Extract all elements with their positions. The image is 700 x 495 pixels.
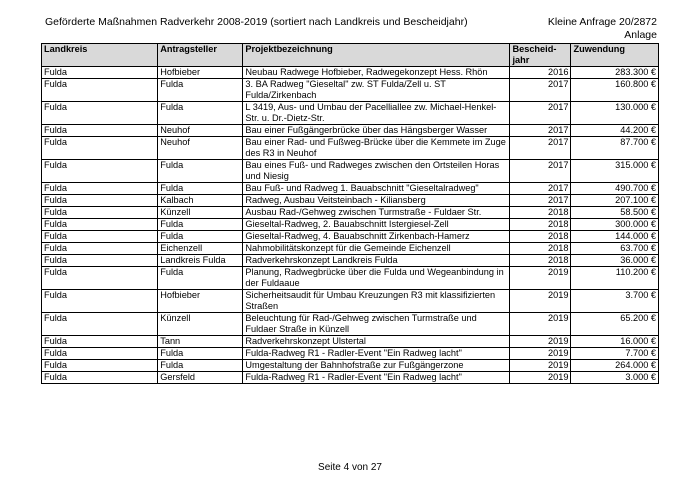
cell-landkreis: Fulda xyxy=(42,207,158,219)
cell-bescheidjahr: 2017 xyxy=(510,102,571,125)
cell-landkreis: Fulda xyxy=(42,267,158,290)
cell-antragsteller: Fulda xyxy=(158,360,243,372)
cell-zuwendung: 16.000 € xyxy=(571,336,659,348)
cell-bescheidjahr: 2018 xyxy=(510,207,571,219)
cell-projekt: Radweg, Ausbau Veitsteinbach - Kiliansberg xyxy=(243,195,510,207)
cell-zuwendung: 144.000 € xyxy=(571,231,659,243)
table-body xyxy=(42,67,659,384)
inquiry-number: Kleine Anfrage 20/2872 xyxy=(547,16,657,28)
cell-zuwendung: 44.200 € xyxy=(571,125,659,137)
table-row xyxy=(42,336,659,348)
cell-zuwendung: 110.200 € xyxy=(571,267,659,290)
cell-bescheidjahr: 2018 xyxy=(510,255,571,267)
cell-bescheidjahr: 2018 xyxy=(510,231,571,243)
table-header-row xyxy=(42,44,659,67)
cell-antragsteller: Landkreis Fulda xyxy=(158,255,243,267)
cell-antragsteller: Künzell xyxy=(158,207,243,219)
cell-landkreis: Fulda xyxy=(42,313,158,336)
table-row xyxy=(42,183,659,195)
table-row xyxy=(42,160,659,183)
column-header-zuwendung: Zuwendung xyxy=(571,44,659,67)
cell-antragsteller: Fulda xyxy=(158,79,243,102)
cell-antragsteller: Hofbieber xyxy=(158,290,243,313)
cell-projekt: Bau eines Fuß- und Radweges zwischen den Ortsteilen Horas und Niesig xyxy=(243,160,510,183)
cell-projekt: Sicherheitsaudit für Umbau Kreuzungen R3 mit klassifizierten Straßen xyxy=(243,290,510,313)
cell-zuwendung: 65.200 € xyxy=(571,313,659,336)
cell-zuwendung: 160.800 € xyxy=(571,79,659,102)
cell-zuwendung: 300.000 € xyxy=(571,219,659,231)
cell-bescheidjahr: 2017 xyxy=(510,160,571,183)
cell-bescheidjahr: 2017 xyxy=(510,79,571,102)
cell-zuwendung: 87.700 € xyxy=(571,137,659,160)
cell-antragsteller: Neuhof xyxy=(158,125,243,137)
cell-antragsteller: Gersfeld xyxy=(158,372,243,384)
cell-bescheidjahr: 2019 xyxy=(510,336,571,348)
cell-landkreis: Fulda xyxy=(42,231,158,243)
cell-zuwendung: 58.500 € xyxy=(571,207,659,219)
cell-bescheidjahr: 2019 xyxy=(510,267,571,290)
cell-antragsteller: Fulda xyxy=(158,183,243,195)
cell-antragsteller: Fulda xyxy=(158,219,243,231)
cell-landkreis: Fulda xyxy=(42,372,158,384)
cell-bescheidjahr: 2019 xyxy=(510,372,571,384)
column-header-projektbezeichnung: Projektbezeichnung xyxy=(243,44,510,67)
cell-zuwendung: 3.000 € xyxy=(571,372,659,384)
cell-landkreis: Fulda xyxy=(42,255,158,267)
cell-landkreis: Fulda xyxy=(42,219,158,231)
table-row xyxy=(42,67,659,79)
cell-projekt: Neubau Radwege Hofbieber, Radwegekonzept Hess. Rhön xyxy=(243,67,510,79)
table-row xyxy=(42,137,659,160)
document-reference xyxy=(548,16,657,42)
cell-bescheidjahr: 2019 xyxy=(510,290,571,313)
attachment-label: Anlage xyxy=(624,29,657,41)
cell-bescheidjahr: 2017 xyxy=(510,195,571,207)
cell-projekt: Radverkehrskonzept Landkreis Fulda xyxy=(243,255,510,267)
table-row xyxy=(42,372,659,384)
cell-projekt: Bau einer Fußgängerbrücke über das Hängsberger Wasser xyxy=(243,125,510,137)
cell-zuwendung: 7.700 € xyxy=(571,348,659,360)
cell-landkreis: Fulda xyxy=(42,183,158,195)
cell-projekt: Umgestaltung der Bahnhofstraße zur Fußgängerzone xyxy=(243,360,510,372)
cell-landkreis: Fulda xyxy=(42,160,158,183)
cell-projekt: Fulda-Radweg R1 - Radler-Event "Ein Radweg lacht" xyxy=(243,372,510,384)
cell-landkreis: Fulda xyxy=(42,137,158,160)
cell-zuwendung: 264.000 € xyxy=(571,360,659,372)
cell-zuwendung: 283.300 € xyxy=(571,67,659,79)
cell-bescheidjahr: 2018 xyxy=(510,219,571,231)
page-title: Geförderte Maßnahmen Radverkehr 2008-2019 (sortiert nach Landkreis und Bescheidjahr) xyxy=(45,16,468,28)
column-header-bescheidjahr: Bescheid-jahr xyxy=(510,44,571,67)
cell-bescheidjahr: 2019 xyxy=(510,313,571,336)
cell-projekt: L 3419, Aus- und Umbau der Pacelliallee zw. Michael-Henkel-Str. u. Dr.-Dietz-Str. xyxy=(243,102,510,125)
cell-projekt: Fulda-Radweg R1 - Radler-Event "Ein Radweg lacht" xyxy=(243,348,510,360)
cell-antragsteller: Kalbach xyxy=(158,195,243,207)
cell-antragsteller: Künzell xyxy=(158,313,243,336)
table-row xyxy=(42,207,659,219)
cell-landkreis: Fulda xyxy=(42,79,158,102)
cell-projekt: Gieseltal-Radweg, 2. Bauabschnitt Istergiesel-Zell xyxy=(243,219,510,231)
table-row xyxy=(42,102,659,125)
cell-bescheidjahr: 2019 xyxy=(510,348,571,360)
table-row xyxy=(42,360,659,372)
cell-projekt: 3. BA Radweg "Gieseltal" zw. ST Fulda/Zell u. ST Fulda/Zirkenbach xyxy=(243,79,510,102)
cell-projekt: Radverkehrskonzept Ulstertal xyxy=(243,336,510,348)
cell-projekt: Nahmobilitätskonzept für die Gemeinde Eichenzell xyxy=(243,243,510,255)
cell-landkreis: Fulda xyxy=(42,195,158,207)
cell-antragsteller: Fulda xyxy=(158,160,243,183)
cell-zuwendung: 3.700 € xyxy=(571,290,659,313)
cell-landkreis: Fulda xyxy=(42,102,158,125)
table-row xyxy=(42,243,659,255)
cell-antragsteller: Neuhof xyxy=(158,137,243,160)
column-header-antragsteller: Antragsteller xyxy=(158,44,243,67)
cell-zuwendung: 63.700 € xyxy=(571,243,659,255)
cell-antragsteller: Tann xyxy=(158,336,243,348)
cell-landkreis: Fulda xyxy=(42,360,158,372)
cell-landkreis: Fulda xyxy=(42,125,158,137)
cell-projekt: Bau einer Rad- und Fußweg-Brücke über die Kemmete im Zuge des R3 in Neuhof xyxy=(243,137,510,160)
table-row xyxy=(42,195,659,207)
funding-table xyxy=(41,43,659,384)
cell-bescheidjahr: 2017 xyxy=(510,125,571,137)
cell-bescheidjahr: 2018 xyxy=(510,243,571,255)
cell-zuwendung: 490.700 € xyxy=(571,183,659,195)
table-row xyxy=(42,231,659,243)
cell-antragsteller: Fulda xyxy=(158,231,243,243)
cell-landkreis: Fulda xyxy=(42,290,158,313)
cell-landkreis: Fulda xyxy=(42,348,158,360)
table-row xyxy=(42,79,659,102)
page-number: Seite 4 von 27 xyxy=(318,462,382,473)
cell-antragsteller: Hofbieber xyxy=(158,67,243,79)
cell-projekt: Beleuchtung für Rad-/Gehweg zwischen Turmstraße und Fuldaer Straße in Künzell xyxy=(243,313,510,336)
cell-antragsteller: Fulda xyxy=(158,348,243,360)
cell-bescheidjahr: 2017 xyxy=(510,137,571,160)
cell-antragsteller: Fulda xyxy=(158,267,243,290)
cell-bescheidjahr: 2016 xyxy=(510,67,571,79)
cell-projekt: Bau Fuß- und Radweg 1. Bauabschnitt "Gieseltalradweg" xyxy=(243,183,510,195)
cell-projekt: Planung, Radwegbrücke über die Fulda und Wegeanbindung in der Fuldaaue xyxy=(243,267,510,290)
table-row xyxy=(42,290,659,313)
cell-bescheidjahr: 2017 xyxy=(510,183,571,195)
table-row xyxy=(42,219,659,231)
column-header-landkreis: Landkreis xyxy=(42,44,158,67)
cell-landkreis: Fulda xyxy=(42,336,158,348)
table-row xyxy=(42,348,659,360)
cell-antragsteller: Eichenzell xyxy=(158,243,243,255)
cell-zuwendung: 130.000 € xyxy=(571,102,659,125)
cell-zuwendung: 207.100 € xyxy=(571,195,659,207)
cell-zuwendung: 315.000 € xyxy=(571,160,659,183)
table-row xyxy=(42,267,659,290)
cell-antragsteller: Fulda xyxy=(158,102,243,125)
cell-zuwendung: 36.000 € xyxy=(571,255,659,267)
cell-landkreis: Fulda xyxy=(42,67,158,79)
cell-bescheidjahr: 2019 xyxy=(510,360,571,372)
table-row xyxy=(42,255,659,267)
cell-landkreis: Fulda xyxy=(42,243,158,255)
table-row xyxy=(42,313,659,336)
table-row xyxy=(42,125,659,137)
cell-projekt: Ausbau Rad-/Gehweg zwischen Turmstraße - Fuldaer Str. xyxy=(243,207,510,219)
cell-projekt: Gieseltal-Radweg, 4. Bauabschnitt Zirkenbach-Hamerz xyxy=(243,231,510,243)
